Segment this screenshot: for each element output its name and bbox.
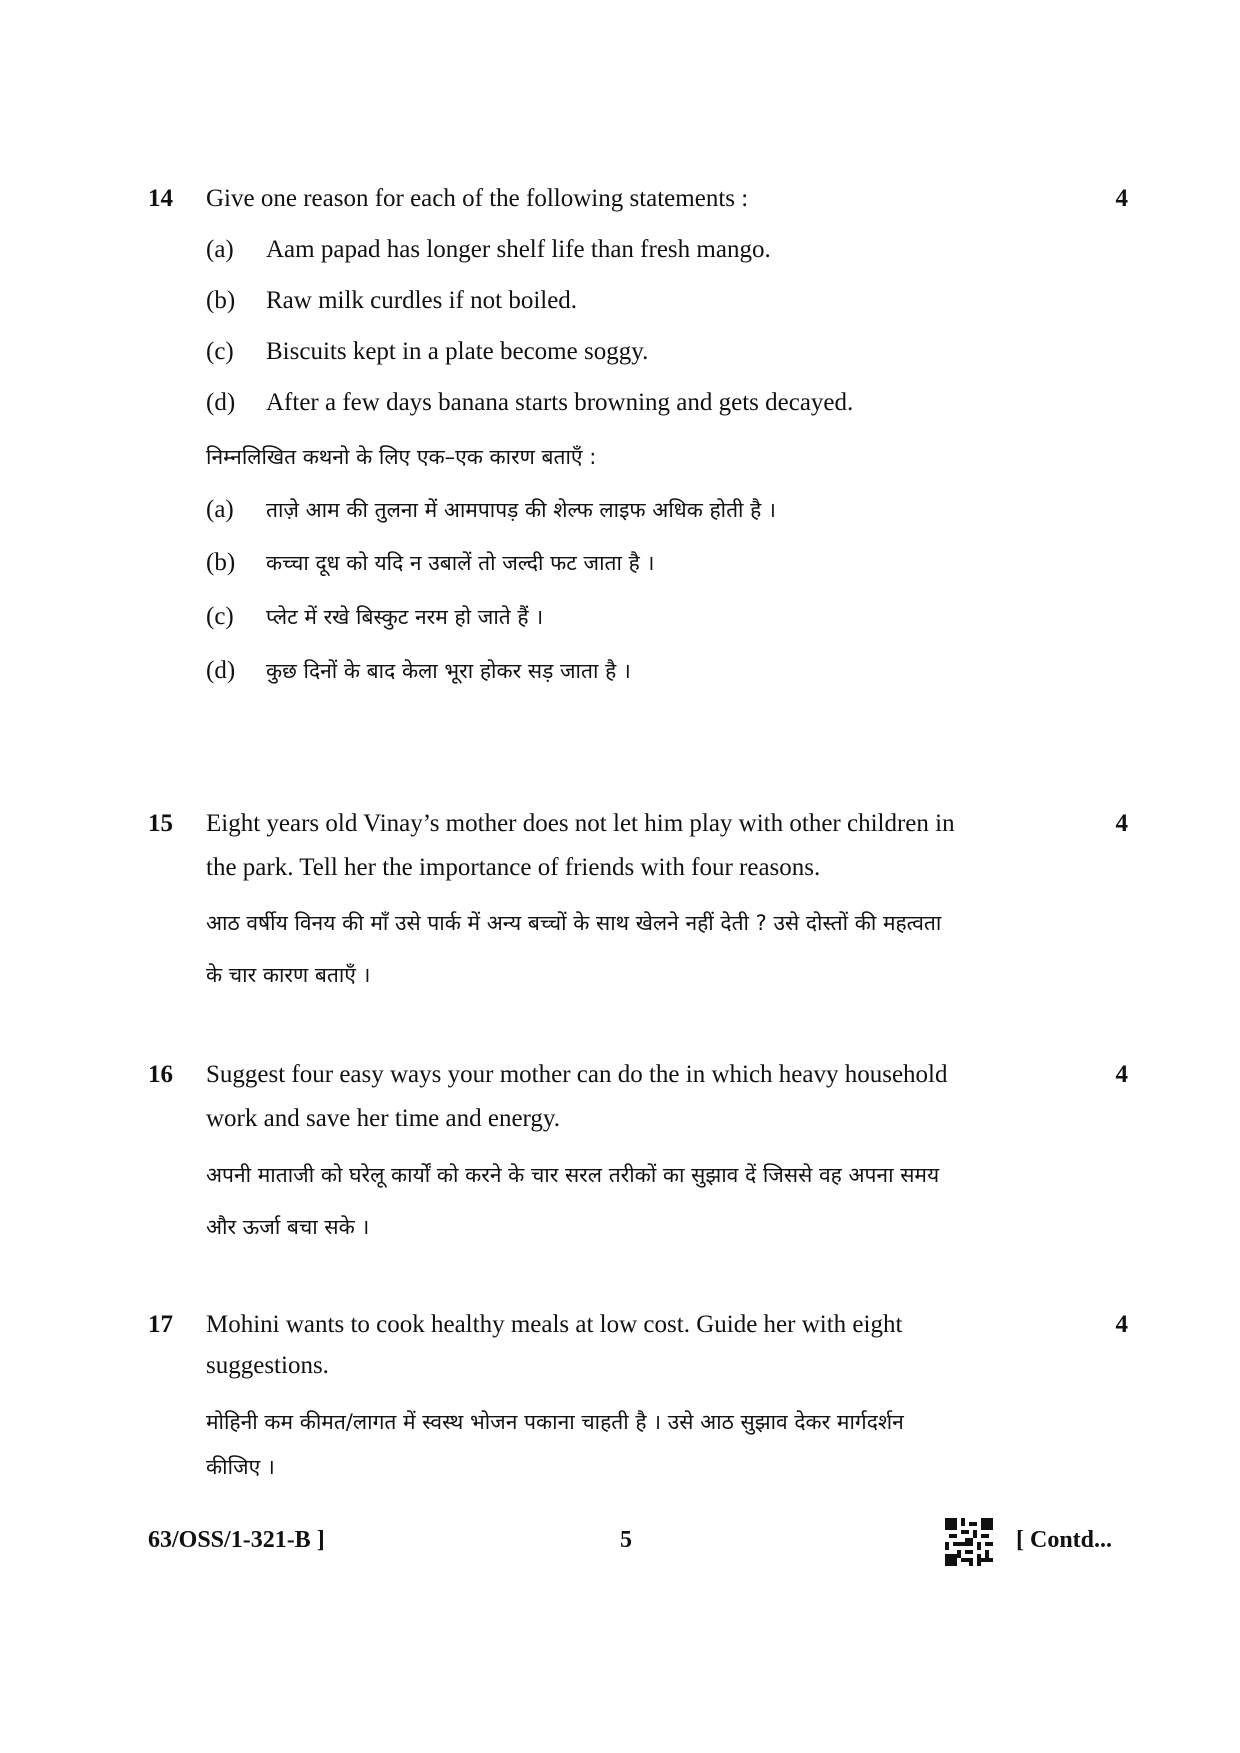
- hindi-part-a: [206, 487, 1066, 533]
- part-text: Aam papad has longer shelf life than fresh mango.: [266, 236, 771, 263]
- question-text-english-line-2: the park. Tell her the importance of friends with four reasons.: [206, 854, 821, 881]
- page-number: 5: [620, 1527, 632, 1553]
- part-label: (c): [206, 603, 234, 630]
- question-text-hindi-line-1: मोहिनी कम कीमत/लागत में स्वस्थ भोजन पकाना चाहती है । उसे आठ सुझाव देकर मार्गदर्शन: [206, 1410, 904, 1434]
- question-text-english-line-1: Mohini wants to cook healthy meals at low cost. Guide her with eight: [206, 1311, 903, 1338]
- question-17: [148, 1302, 1128, 1502]
- part-label: (b): [206, 287, 236, 314]
- hindi-part-d: [206, 648, 1066, 694]
- english-part-c: [206, 329, 1066, 374]
- question-marks: 4: [1115, 1311, 1128, 1338]
- question-15: [148, 801, 1128, 1001]
- question-text-hindi: निम्नलिखित कथनो के लिए एक–एक कारण बताएँ :: [206, 445, 597, 469]
- question-text-hindi-line-2: और ऊर्जा बचा सके ।: [206, 1215, 370, 1239]
- hindi-part-c: [206, 594, 1066, 640]
- continued-label: [ Contd...: [1016, 1527, 1113, 1553]
- hindi-part-b: [206, 540, 1066, 586]
- question-text-hindi-line-1: आठ वर्षीय विनय की माँ उसे पार्क में अन्य बच्चों के साथ खेलने नहीं देती ? उसे दोस्तों की महत्वता: [206, 911, 942, 935]
- question-number: 15: [148, 810, 173, 837]
- english-part-a: [206, 227, 1066, 272]
- question-text-hindi-line-2: कीजिए ।: [206, 1455, 275, 1479]
- question-14: [148, 176, 1128, 736]
- question-text-hindi-line-2: के चार कारण बताएँ ।: [206, 963, 371, 987]
- part-text: प्लेट में रखे बिस्कुट नरम हो जाते हैं ।: [266, 605, 544, 629]
- part-label: (a): [206, 236, 234, 263]
- part-text: ताज़े आम की तुलना में आमपापड़ की शेल्फ लाइफ अधिक होती है ।: [266, 498, 776, 522]
- question-text-english-line-1: Eight years old Vinay’s mother does not let him play with other children in: [206, 810, 955, 837]
- question-16: [148, 1052, 1128, 1252]
- part-label: (c): [206, 338, 234, 365]
- english-part-d: [206, 380, 1066, 425]
- question-text-hindi-line-1: अपनी माताजी को घरेलू कार्यों को करने के चार सरल तरीकों का सुझाव दें जिससे वह अपना समय: [206, 1163, 940, 1187]
- question-text-english: Give one reason for each of the following statements :: [206, 185, 749, 212]
- question-text-english-line-2: suggestions.: [206, 1352, 329, 1379]
- question-number: 16: [148, 1061, 173, 1088]
- question-marks: 4: [1115, 810, 1128, 837]
- qr-code-icon: [945, 1518, 993, 1566]
- paper-code: 63/OSS/1-321-B ]: [148, 1527, 325, 1553]
- part-text: Biscuits kept in a plate become soggy.: [266, 338, 649, 365]
- part-text: After a few days banana starts browning and gets decayed.: [266, 389, 854, 416]
- part-text: Raw milk curdles if not boiled.: [266, 287, 578, 314]
- part-label: (d): [206, 657, 236, 684]
- part-text: कुछ दिनों के बाद केला भूरा होकर सड़ जाता है ।: [266, 659, 631, 683]
- part-label: (b): [206, 549, 236, 576]
- question-marks: 4: [1115, 185, 1128, 212]
- part-label: (d): [206, 389, 236, 416]
- question-text-english-line-2: work and save her time and energy.: [206, 1105, 561, 1132]
- question-number: 17: [148, 1311, 173, 1338]
- question-text-english-line-1: Suggest four easy ways your mother can do the in which heavy household: [206, 1061, 948, 1088]
- part-text: कच्चा दूध को यदि न उबालें तो जल्दी फट जाता है ।: [266, 551, 655, 575]
- question-marks: 4: [1115, 1061, 1128, 1088]
- question-number: 14: [148, 185, 173, 212]
- part-label: (a): [206, 496, 234, 523]
- english-part-b: [206, 278, 1066, 323]
